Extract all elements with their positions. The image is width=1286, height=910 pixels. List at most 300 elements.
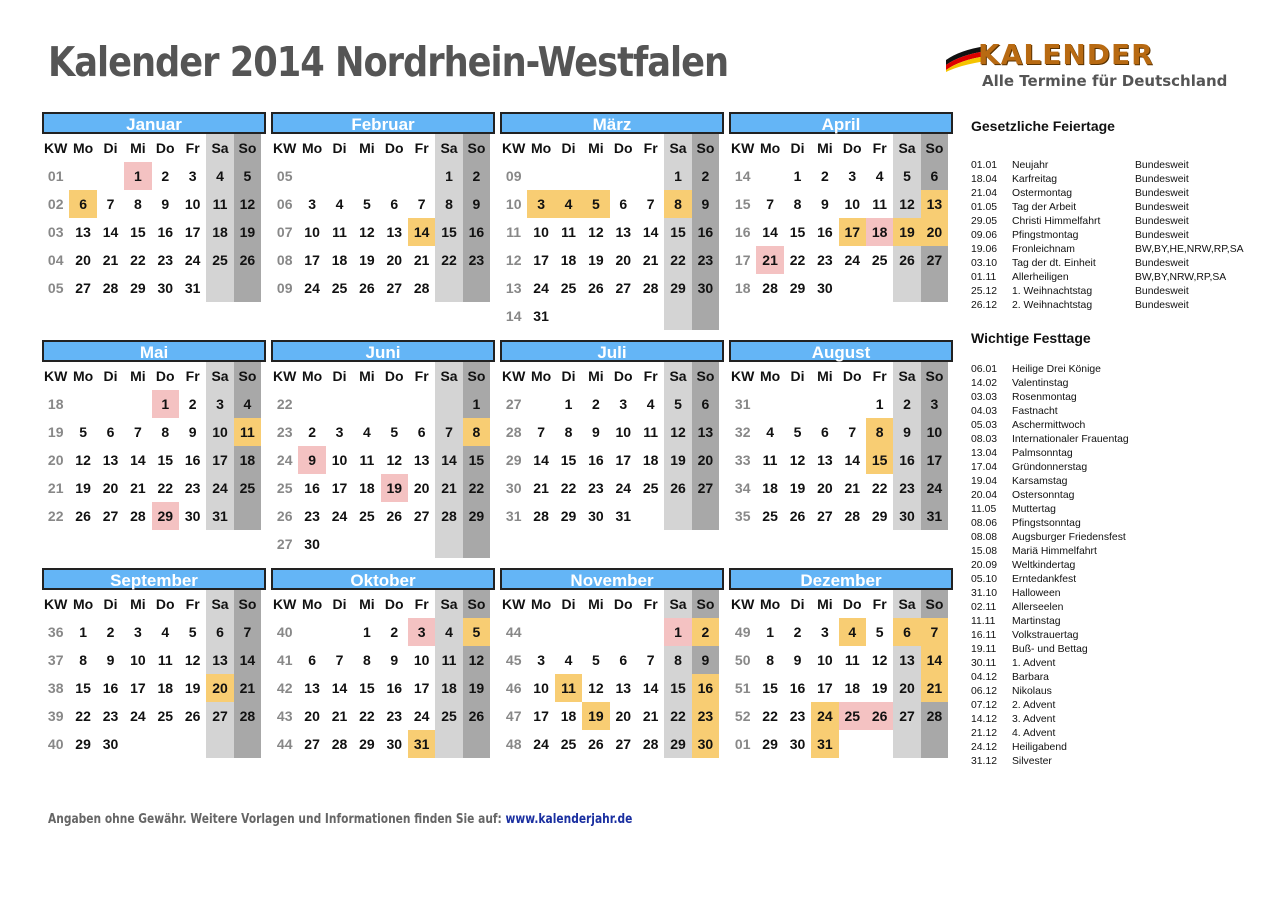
day-cell[interactable]: 1 (664, 618, 691, 646)
day-cell[interactable]: 4 (206, 162, 233, 190)
day-cell[interactable]: 25 (157, 708, 174, 724)
day-cell[interactable]: 19 (463, 674, 490, 702)
day-cell[interactable]: 24 (844, 252, 861, 268)
day-cell[interactable]: 15 (866, 446, 893, 474)
day-cell[interactable]: 2 (692, 618, 719, 646)
day-cell[interactable]: 23 (692, 702, 719, 730)
day-cell[interactable]: 3 (848, 168, 857, 184)
day-cell[interactable]: 22 (130, 252, 146, 268)
day-cell[interactable]: 6 (106, 424, 115, 440)
day-cell[interactable]: 9 (463, 190, 490, 218)
day-cell[interactable]: 1 (152, 390, 179, 418)
day-cell[interactable]: 28 (762, 280, 778, 296)
day-cell[interactable]: 21 (413, 252, 430, 268)
day-cell[interactable]: 23 (463, 246, 490, 274)
day-cell[interactable]: 7 (133, 424, 142, 440)
day-cell[interactable]: 11 (872, 196, 888, 212)
day-cell[interactable]: 20 (921, 218, 948, 246)
day-cell[interactable]: 12 (359, 224, 375, 240)
day-cell[interactable]: 8 (463, 418, 490, 446)
day-cell[interactable]: 10 (304, 224, 320, 240)
day-cell[interactable]: 25 (762, 508, 778, 524)
day-cell[interactable]: 28 (234, 702, 261, 730)
day-cell[interactable]: 11 (561, 224, 576, 240)
day-cell[interactable]: 16 (157, 224, 174, 240)
day-cell[interactable]: 25 (871, 252, 888, 268)
day-cell[interactable]: 12 (75, 452, 91, 468)
day-cell[interactable]: 27 (615, 280, 632, 296)
day-cell[interactable]: 10 (615, 424, 632, 440)
day-cell[interactable]: 4 (766, 424, 774, 440)
day-cell[interactable]: 23 (386, 708, 403, 724)
day-cell[interactable]: 11 (762, 452, 778, 468)
day-cell[interactable]: 3 (308, 196, 316, 212)
day-cell[interactable]: 12 (386, 452, 403, 468)
day-cell[interactable]: 21 (130, 480, 146, 496)
day-cell[interactable]: 4 (335, 196, 344, 212)
day-cell[interactable]: 13 (386, 224, 403, 240)
day-cell[interactable]: 5 (591, 652, 600, 668)
day-cell[interactable]: 17 (533, 252, 549, 268)
day-cell[interactable]: 1 (124, 162, 151, 190)
day-cell[interactable]: 9 (161, 196, 170, 212)
day-cell[interactable]: 15 (789, 224, 806, 240)
day-cell[interactable]: 1 (766, 624, 774, 640)
day-cell[interactable]: 23 (184, 480, 201, 496)
day-cell[interactable]: 8 (866, 418, 893, 446)
day-cell[interactable]: 6 (206, 618, 233, 646)
day-cell[interactable]: 23 (692, 246, 719, 274)
day-cell[interactable]: 20 (102, 480, 119, 496)
day-cell[interactable]: 11 (359, 452, 375, 468)
day-cell[interactable]: 8 (161, 424, 170, 440)
day-cell[interactable]: 10 (533, 680, 549, 696)
day-cell[interactable]: 3 (408, 618, 435, 646)
day-cell[interactable]: 30 (304, 536, 320, 552)
day-cell[interactable]: 16 (463, 218, 490, 246)
day-cell[interactable]: 22 (789, 252, 806, 268)
day-cell[interactable]: 12 (871, 652, 888, 668)
day-cell[interactable]: 6 (619, 652, 628, 668)
day-cell[interactable]: 2 (692, 162, 719, 190)
day-cell[interactable]: 20 (413, 480, 430, 496)
day-cell[interactable]: 2 (308, 424, 316, 440)
day-cell[interactable]: 10 (206, 418, 233, 446)
day-cell[interactable]: 17 (413, 680, 430, 696)
day-cell[interactable]: 6 (619, 196, 628, 212)
day-cell[interactable]: 4 (161, 624, 170, 640)
day-cell[interactable]: 15 (130, 224, 146, 240)
day-cell[interactable]: 21 (234, 674, 261, 702)
day-cell[interactable]: 23 (817, 252, 833, 268)
day-cell[interactable]: 24 (533, 736, 549, 752)
day-cell[interactable]: 3 (335, 424, 344, 440)
day-cell[interactable]: 29 (871, 508, 888, 524)
day-cell[interactable]: 31 (811, 730, 838, 758)
day-cell[interactable]: 30 (893, 502, 920, 530)
day-cell[interactable]: 20 (206, 674, 233, 702)
day-cell[interactable]: 23 (102, 708, 119, 724)
day-cell[interactable]: 18 (844, 680, 861, 696)
day-cell[interactable]: 20 (386, 252, 403, 268)
day-cell[interactable]: 22 (157, 480, 174, 496)
day-cell[interactable]: 15 (664, 218, 691, 246)
day-cell[interactable]: 8 (664, 646, 691, 674)
day-cell[interactable]: 5 (188, 624, 197, 640)
day-cell[interactable]: 31 (533, 308, 549, 324)
day-cell[interactable]: 19 (582, 702, 609, 730)
day-cell[interactable]: 31 (408, 730, 435, 758)
day-cell[interactable]: 2 (820, 168, 829, 184)
day-cell[interactable]: 29 (152, 502, 179, 530)
day-cell[interactable]: 27 (692, 474, 719, 502)
day-cell[interactable]: 30 (789, 736, 806, 752)
day-cell[interactable]: 5 (664, 390, 691, 418)
day-cell[interactable]: 24 (304, 280, 320, 296)
day-cell[interactable]: 30 (588, 508, 604, 524)
day-cell[interactable]: 13 (692, 418, 719, 446)
day-cell[interactable]: 28 (642, 736, 659, 752)
day-cell[interactable]: 30 (692, 274, 719, 302)
day-cell[interactable]: 20 (615, 252, 632, 268)
day-cell[interactable]: 15 (762, 680, 778, 696)
day-cell[interactable]: 5 (875, 624, 884, 640)
day-cell[interactable]: 3 (537, 652, 545, 668)
day-cell[interactable]: 20 (893, 674, 920, 702)
day-cell[interactable]: 10 (184, 196, 201, 212)
day-cell[interactable]: 15 (664, 674, 691, 702)
day-cell[interactable]: 6 (69, 190, 96, 218)
day-cell[interactable]: 9 (692, 646, 719, 674)
logo[interactable] (942, 38, 1242, 98)
day-cell[interactable]: 27 (893, 702, 920, 730)
day-cell[interactable]: 23 (304, 508, 320, 524)
day-cell[interactable]: 13 (413, 452, 430, 468)
day-cell[interactable]: 21 (844, 480, 861, 496)
day-cell[interactable]: 5 (463, 618, 490, 646)
day-cell[interactable]: 24 (413, 708, 430, 724)
day-cell[interactable]: 10 (413, 652, 430, 668)
day-cell[interactable]: 28 (533, 508, 549, 524)
day-cell[interactable]: 17 (817, 680, 833, 696)
day-cell[interactable]: 17 (839, 218, 866, 246)
day-cell[interactable]: 20 (615, 708, 632, 724)
footer-link[interactable]: www.kalenderjahr.de (505, 812, 633, 827)
day-cell[interactable]: 3 (133, 624, 142, 640)
day-cell[interactable]: 11 (435, 646, 462, 674)
day-cell[interactable]: 8 (362, 652, 371, 668)
day-cell[interactable]: 26 (359, 280, 375, 296)
day-cell[interactable]: 27 (75, 280, 91, 296)
day-cell[interactable]: 17 (615, 452, 632, 468)
day-cell[interactable]: 31 (615, 508, 632, 524)
day-cell[interactable]: 7 (921, 618, 948, 646)
day-cell[interactable]: 5 (893, 162, 920, 190)
day-cell[interactable]: 29 (359, 736, 375, 752)
day-cell[interactable]: 12 (893, 190, 920, 218)
day-cell[interactable]: 1 (664, 162, 691, 190)
day-cell[interactable]: 31 (184, 280, 201, 296)
day-cell[interactable]: 9 (793, 652, 802, 668)
day-cell[interactable]: 7 (435, 418, 462, 446)
day-cell[interactable]: 24 (811, 702, 838, 730)
day-cell[interactable]: 16 (789, 680, 806, 696)
day-cell[interactable]: 23 (157, 252, 174, 268)
day-cell[interactable]: 7 (646, 652, 655, 668)
day-cell[interactable]: 15 (435, 218, 462, 246)
day-cell[interactable]: 12 (588, 680, 604, 696)
day-cell[interactable]: 5 (234, 162, 261, 190)
day-cell[interactable]: 17 (206, 446, 233, 474)
day-cell[interactable]: 28 (413, 280, 430, 296)
day-cell[interactable]: 1 (362, 624, 371, 640)
day-cell[interactable]: 3 (619, 396, 628, 412)
day-cell[interactable]: 18 (157, 680, 174, 696)
day-cell[interactable]: 5 (793, 424, 802, 440)
day-cell[interactable]: 26 (866, 702, 893, 730)
day-cell[interactable]: 26 (386, 508, 403, 524)
day-cell[interactable]: 18 (435, 674, 462, 702)
day-cell[interactable]: 15 (157, 452, 174, 468)
day-cell[interactable]: 10 (533, 224, 549, 240)
day-cell[interactable]: 22 (463, 474, 490, 502)
day-cell[interactable]: 2 (390, 624, 399, 640)
day-cell[interactable]: 12 (234, 190, 261, 218)
day-cell[interactable]: 2 (793, 624, 802, 640)
day-cell[interactable]: 28 (435, 502, 462, 530)
day-cell[interactable]: 16 (102, 680, 119, 696)
day-cell[interactable]: 15 (463, 446, 490, 474)
day-cell[interactable]: 30 (817, 280, 833, 296)
day-cell[interactable]: 24 (615, 480, 632, 496)
day-cell[interactable]: 6 (390, 196, 399, 212)
day-cell[interactable]: 10 (921, 418, 948, 446)
day-cell[interactable]: 27 (386, 280, 403, 296)
day-cell[interactable]: 22 (435, 246, 462, 274)
day-cell[interactable]: 3 (921, 390, 948, 418)
day-cell[interactable]: 14 (408, 218, 435, 246)
day-cell[interactable]: 26 (893, 246, 920, 274)
day-cell[interactable]: 16 (184, 452, 201, 468)
day-cell[interactable]: 10 (817, 652, 833, 668)
day-cell[interactable]: 8 (564, 424, 573, 440)
day-cell[interactable]: 24 (533, 280, 549, 296)
day-cell[interactable]: 19 (893, 218, 920, 246)
day-cell[interactable]: 13 (102, 452, 119, 468)
day-cell[interactable]: 27 (817, 508, 833, 524)
day-cell[interactable]: 18 (560, 708, 577, 724)
day-cell[interactable]: 4 (362, 424, 371, 440)
day-cell[interactable]: 21 (102, 252, 119, 268)
day-cell[interactable]: 17 (921, 446, 948, 474)
day-cell[interactable]: 2 (188, 396, 197, 412)
day-cell[interactable]: 31 (921, 502, 948, 530)
day-cell[interactable]: 16 (588, 452, 604, 468)
day-cell[interactable]: 14 (762, 224, 778, 240)
day-cell[interactable]: 14 (234, 646, 261, 674)
day-cell[interactable]: 5 (390, 424, 399, 440)
day-cell[interactable]: 18 (642, 452, 659, 468)
day-cell[interactable]: 28 (102, 280, 119, 296)
day-cell[interactable]: 18 (866, 218, 893, 246)
day-cell[interactable]: 31 (206, 502, 233, 530)
day-cell[interactable]: 16 (692, 674, 719, 702)
day-cell[interactable]: 10 (331, 452, 348, 468)
day-cell[interactable]: 16 (893, 446, 920, 474)
day-cell[interactable]: 15 (75, 680, 91, 696)
day-cell[interactable]: 23 (789, 708, 806, 724)
day-cell[interactable]: 22 (75, 708, 91, 724)
day-cell[interactable]: 5 (582, 190, 609, 218)
day-cell[interactable]: 16 (817, 224, 833, 240)
day-cell[interactable]: 17 (331, 480, 348, 496)
day-cell[interactable]: 18 (206, 218, 233, 246)
day-cell[interactable]: 29 (130, 280, 146, 296)
day-cell[interactable]: 20 (304, 708, 320, 724)
day-cell[interactable]: 22 (664, 246, 691, 274)
day-cell[interactable]: 10 (844, 196, 861, 212)
day-cell[interactable]: 22 (871, 480, 888, 496)
day-cell[interactable]: 19 (789, 480, 806, 496)
day-cell[interactable]: 9 (893, 418, 920, 446)
day-cell[interactable]: 17 (184, 224, 201, 240)
day-cell[interactable]: 29 (664, 274, 691, 302)
day-cell[interactable]: 24 (331, 508, 348, 524)
day-cell[interactable]: 19 (588, 252, 604, 268)
day-cell[interactable]: 8 (133, 196, 142, 212)
day-cell[interactable]: 30 (157, 280, 174, 296)
day-cell[interactable]: 6 (417, 424, 426, 440)
day-cell[interactable]: 19 (359, 252, 375, 268)
day-cell[interactable]: 22 (560, 480, 577, 496)
day-cell[interactable]: 24 (184, 252, 201, 268)
day-cell[interactable]: 19 (184, 680, 201, 696)
day-cell[interactable]: 20 (692, 446, 719, 474)
day-cell[interactable]: 13 (921, 190, 948, 218)
day-cell[interactable]: 18 (560, 252, 577, 268)
day-cell[interactable]: 25 (331, 280, 348, 296)
day-cell[interactable]: 28 (844, 508, 861, 524)
day-cell[interactable]: 14 (844, 452, 861, 468)
day-cell[interactable]: 12 (184, 652, 201, 668)
day-cell[interactable]: 11 (332, 224, 347, 240)
day-cell[interactable]: 25 (359, 508, 375, 524)
day-cell[interactable]: 5 (79, 424, 87, 440)
day-cell[interactable]: 24 (130, 708, 146, 724)
day-cell[interactable]: 7 (646, 196, 655, 212)
day-cell[interactable]: 1 (875, 396, 884, 412)
day-cell[interactable]: 12 (664, 418, 691, 446)
day-cell[interactable]: 19 (234, 218, 261, 246)
day-cell[interactable]: 20 (817, 480, 833, 496)
day-cell[interactable]: 21 (533, 480, 549, 496)
day-cell[interactable]: 26 (75, 508, 91, 524)
day-cell[interactable]: 2 (161, 168, 170, 184)
day-cell[interactable]: 23 (588, 480, 604, 496)
day-cell[interactable]: 7 (537, 424, 545, 440)
day-cell[interactable]: 16 (386, 680, 403, 696)
day-cell[interactable]: 21 (756, 246, 783, 274)
day-cell[interactable]: 26 (588, 280, 604, 296)
day-cell[interactable]: 19 (871, 680, 888, 696)
day-cell[interactable]: 1 (463, 390, 490, 418)
day-cell[interactable]: 2 (591, 396, 600, 412)
day-cell[interactable]: 13 (893, 646, 920, 674)
day-cell[interactable]: 9 (591, 424, 600, 440)
day-cell[interactable]: 24 (206, 474, 233, 502)
day-cell[interactable]: 6 (308, 652, 316, 668)
day-cell[interactable]: 10 (130, 652, 146, 668)
day-cell[interactable]: 26 (184, 708, 201, 724)
day-cell[interactable]: 28 (331, 736, 348, 752)
day-cell[interactable]: 21 (921, 674, 948, 702)
day-cell[interactable]: 9 (692, 190, 719, 218)
day-cell[interactable]: 16 (304, 480, 320, 496)
day-cell[interactable]: 18 (234, 446, 261, 474)
day-cell[interactable]: 28 (130, 508, 146, 524)
day-cell[interactable]: 8 (435, 190, 462, 218)
day-cell[interactable]: 18 (359, 480, 375, 496)
day-cell[interactable]: 4 (875, 168, 884, 184)
day-cell[interactable]: 18 (762, 480, 778, 496)
day-cell[interactable]: 6 (893, 618, 920, 646)
day-cell[interactable]: 26 (664, 474, 691, 502)
day-cell[interactable]: 25 (839, 702, 866, 730)
day-cell[interactable]: 4 (555, 190, 582, 218)
day-cell[interactable]: 22 (664, 702, 691, 730)
day-cell[interactable]: 26 (588, 736, 604, 752)
day-cell[interactable]: 14 (102, 224, 119, 240)
day-cell[interactable]: 14 (921, 646, 948, 674)
day-cell[interactable]: 30 (184, 508, 201, 524)
day-cell[interactable]: 30 (692, 730, 719, 758)
day-cell[interactable]: 29 (762, 736, 778, 752)
day-cell[interactable]: 25 (206, 246, 233, 274)
day-cell[interactable]: 11 (643, 424, 659, 440)
day-cell[interactable]: 22 (359, 708, 375, 724)
day-cell[interactable]: 29 (560, 508, 577, 524)
day-cell[interactable]: 7 (335, 652, 344, 668)
day-cell[interactable]: 25 (234, 474, 261, 502)
day-cell[interactable]: 26 (463, 702, 490, 730)
day-cell[interactable]: 27 (206, 702, 233, 730)
day-cell[interactable]: 9 (106, 652, 115, 668)
day-cell[interactable]: 23 (893, 474, 920, 502)
day-cell[interactable]: 14 (331, 680, 348, 696)
day-cell[interactable]: 14 (533, 452, 549, 468)
day-cell[interactable]: 24 (921, 474, 948, 502)
day-cell[interactable]: 27 (921, 246, 948, 274)
day-cell[interactable]: 14 (435, 446, 462, 474)
day-cell[interactable]: 11 (555, 674, 582, 702)
day-cell[interactable]: 14 (130, 452, 146, 468)
day-cell[interactable]: 8 (766, 652, 774, 668)
day-cell[interactable]: 15 (560, 452, 577, 468)
day-cell[interactable]: 1 (79, 624, 87, 640)
day-cell[interactable]: 6 (820, 424, 829, 440)
day-cell[interactable]: 8 (79, 652, 87, 668)
day-cell[interactable]: 14 (642, 224, 659, 240)
day-cell[interactable]: 18 (331, 252, 348, 268)
day-cell[interactable]: 7 (234, 618, 261, 646)
day-cell[interactable]: 2 (463, 162, 490, 190)
day-cell[interactable]: 4 (839, 618, 866, 646)
day-cell[interactable]: 7 (766, 196, 774, 212)
day-cell[interactable]: 21 (642, 708, 659, 724)
day-cell[interactable]: 25 (435, 702, 462, 730)
day-cell[interactable]: 7 (848, 424, 857, 440)
day-cell[interactable]: 14 (642, 680, 659, 696)
